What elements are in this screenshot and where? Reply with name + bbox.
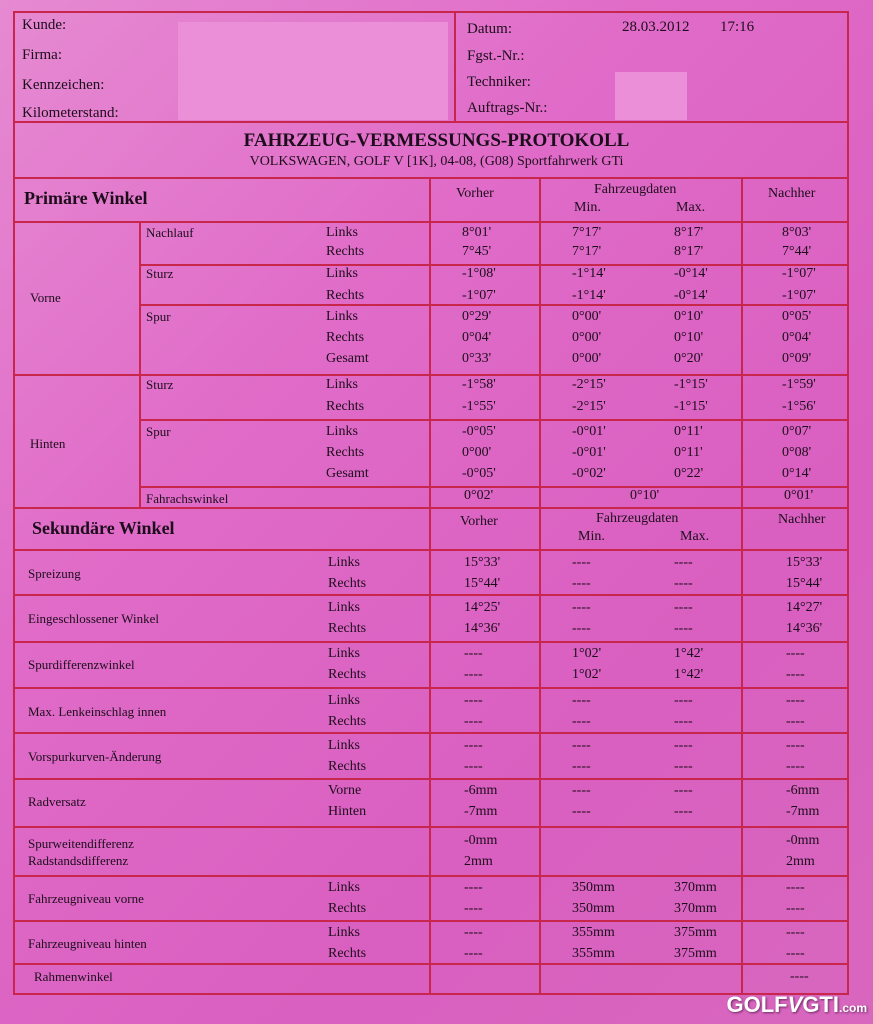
primary-min: -1°14' [572,266,606,281]
col-fahrzeugdaten: Fahrzeugdaten [594,182,677,197]
primary-min: 7°17' [572,225,602,240]
secondary-min-1: ---- [572,738,591,753]
secondary-max-1: ---- [674,555,693,570]
primary-vorher: -1°07' [462,288,496,303]
secondary-nachher-2: ---- [786,759,805,774]
sec-col-max: Max. [680,529,710,544]
primary-nachher: 0°07' [782,424,812,439]
secondary-vorher-2: 15°44' [464,576,501,591]
label-firma: Firma: [22,47,62,63]
primary-side: Links [326,266,358,281]
secondary-min-1: 355mm [572,925,615,940]
secondary-max-1: ---- [674,738,693,753]
primary-group-label: Spur [146,309,171,324]
sec-col-vorher: Vorher [460,514,498,529]
primary-vorher: 8°01' [462,225,492,240]
secondary-side-1: Links [328,738,360,753]
primary-side: Links [326,309,358,324]
primary-nachher: 0°05' [782,309,812,324]
primary-max: 0°22' [674,466,704,481]
primary-vorher: -1°58' [462,377,496,392]
secondary-side-1: Links [328,880,360,895]
secondary-nachher-2: 15°44' [786,576,823,591]
secondary-nachher-1: ---- [786,693,805,708]
secondary-nachher-2: ---- [786,946,805,961]
primary-max: 8°17' [674,244,704,259]
primary-vorher: -1°08' [462,266,496,281]
primary-max: 0°10' [674,309,704,324]
col-nachher: Nachher [768,186,816,201]
primary-max: 0°10' [674,330,704,345]
primary-side: Rechts [326,288,365,303]
secondary-row-label-2: Radstandsdifferenz [28,853,129,868]
primary-max: 0°11' [674,445,703,460]
primary-nachher: 8°03' [782,225,812,240]
watermark-dotcom: .com [838,1001,867,1015]
secondary-vorher-1: ---- [464,738,483,753]
page-subtitle: VOLKSWAGEN, GOLF V [1K], 04-08, (G08) Sportfahrwerk GTi [249,154,624,169]
secondary-vorher-1: ---- [464,880,483,895]
primary-group-label: Sturz [146,377,174,392]
secondary-side-1: Links [328,693,360,708]
primary-side: Rechts [326,445,365,460]
primary-group-label: Sturz [146,266,174,281]
primary-side: Rechts [326,399,365,414]
primary-max: -1°15' [674,399,708,414]
secondary-side-2: Rechts [328,576,367,591]
secondary-min-1: ---- [572,693,591,708]
secondary-nachher-1: 15°33' [786,555,823,570]
secondary-row-label: Vorspurkurven-Änderung [28,749,162,764]
primary-nachher: -1°07' [782,288,816,303]
secondary-min-2: ---- [572,576,591,591]
secondary-max-2: ---- [674,576,693,591]
secondary-vorher-2: -7mm [464,804,498,819]
primary-min: -0°02' [572,466,606,481]
secondary-side-1: Links [328,646,360,661]
sec-col-fahrzeugdaten: Fahrzeugdaten [596,511,679,526]
secondary-nachher-1: ---- [786,738,805,753]
secondary-min-2: 355mm [572,946,615,961]
secondary-row-label: Spurweitendifferenz [28,836,134,851]
secondary-vorher-2: 14°36' [464,621,501,636]
col-min: Min. [574,200,601,215]
label-auftrag: Auftrags-Nr.: [467,100,548,116]
secondary-max-2: ---- [674,759,693,774]
secondary-row-label: Eingeschlossener Winkel [28,611,160,626]
primary-min: 7°17' [572,244,602,259]
secondary-side-1: Vorne [328,783,362,798]
page-title: FAHRZEUG-VERMESSUNGS-PROTOKOLL [243,130,630,151]
secondary-max-1: 370mm [674,880,717,895]
secondary-max-1: ---- [674,783,693,798]
secondary-max-2: ---- [674,621,693,636]
primary-max: -1°15' [674,377,708,392]
col-max: Max. [676,200,706,215]
secondary-vorher-2: 2mm [464,854,493,869]
sec-col-nachher: Nachher [778,512,826,527]
primary-min: -2°15' [572,399,606,414]
watermark-golf: GOLF [726,992,788,1017]
secondary-min-1: ---- [572,555,591,570]
primary-side: Gesamt [326,466,369,481]
label-vorne: Vorne [30,290,61,305]
fahrachs-vorher: 0°02' [464,488,494,503]
primary-heading: Primäre Winkel [24,188,148,208]
secondary-side-2: Hinten [328,804,367,819]
label-kilometerstand: Kilometerstand: [22,105,119,121]
secondary-row-label: Fahrzeugniveau vorne [28,891,144,906]
primary-side: Links [326,225,358,240]
secondary-vorher-2: ---- [464,759,483,774]
primary-max: -0°14' [674,288,708,303]
primary-min: 0°00' [572,330,602,345]
secondary-max-2: 370mm [674,901,717,916]
secondary-side-1: Links [328,925,360,940]
secondary-row-label: Spurdifferenzwinkel [28,657,135,672]
primary-max: 8°17' [674,225,704,240]
fahrachs-target: 0°10' [630,488,660,503]
secondary-min-2: ---- [572,804,591,819]
secondary-max-2: ---- [674,714,693,729]
secondary-vorher-1: ---- [464,693,483,708]
secondary-vorher-2: ---- [464,946,483,961]
secondary-nachher-1: -0mm [786,833,820,848]
secondary-heading: Sekundäre Winkel [32,518,175,538]
primary-min: -0°01' [572,424,606,439]
secondary-max-1: ---- [674,600,693,615]
label-fgst: Fgst.-Nr.: [467,48,525,64]
secondary-min-1: ---- [572,783,591,798]
secondary-max-2: 1°42' [674,667,704,682]
secondary-min-2: ---- [572,714,591,729]
secondary-min-2: 350mm [572,901,615,916]
primary-vorher: 7°45' [462,244,492,259]
secondary-row-label: Spreizung [28,566,81,581]
secondary-vorher-1: ---- [464,646,483,661]
secondary-max-1: 375mm [674,925,717,940]
primary-nachher: 0°08' [782,445,812,460]
secondary-min-1: ---- [572,600,591,615]
secondary-side-1: Links [328,555,360,570]
datum-value: 28.03.2012 [622,19,690,35]
primary-vorher: -1°55' [462,399,496,414]
primary-nachher: -1°56' [782,399,816,414]
secondary-max-1: ---- [674,693,693,708]
primary-nachher: -1°59' [782,377,816,392]
primary-nachher: 0°14' [782,466,812,481]
secondary-nachher-1: ---- [786,925,805,940]
secondary-vorher-1: -6mm [464,783,498,798]
primary-max: -0°14' [674,266,708,281]
primary-group-label: Spur [146,424,171,439]
secondary-side-1: Links [328,600,360,615]
secondary-side-2: Rechts [328,946,367,961]
secondary-nachher-2: -7mm [786,804,820,819]
secondary-vorher-2: ---- [464,667,483,682]
watermark-v: V [787,992,803,1017]
primary-side: Rechts [326,330,365,345]
label-techniker: Techniker: [467,74,531,90]
primary-vorher: 0°29' [462,309,492,324]
label-hinten: Hinten [30,436,66,451]
primary-side: Gesamt [326,351,369,366]
label-kunde: Kunde: [22,17,67,33]
secondary-nachher-2: ---- [786,901,805,916]
secondary-nachher-2: ---- [786,714,805,729]
primary-side: Links [326,377,358,392]
primary-max: 0°11' [674,424,703,439]
secondary-max-2: ---- [674,804,693,819]
secondary-min-2: ---- [572,759,591,774]
col-vorher: Vorher [456,186,494,201]
fahrachs-label: Fahrachswinkel [146,491,229,506]
label-kennzeichen: Kennzeichen: [22,77,105,93]
watermark-gti: GTI [802,992,839,1017]
secondary-vorher-2: ---- [464,714,483,729]
secondary-side-2: Rechts [328,901,367,916]
secondary-vorher-2: ---- [464,901,483,916]
secondary-vorher-1: 14°25' [464,600,501,615]
primary-min: 0°00' [572,351,602,366]
primary-vorher: 0°04' [462,330,492,345]
zeit-value: 17:16 [720,19,755,35]
secondary-nachher-1: 14°27' [786,600,823,615]
secondary-row-label: Fahrzeugniveau hinten [28,936,147,951]
secondary-min-2: 1°02' [572,667,602,682]
golfvgti-watermark [727,992,867,1018]
secondary-side-2: Rechts [328,759,367,774]
secondary-nachher-1: -6mm [786,783,820,798]
label-datum: Datum: [467,21,512,37]
secondary-vorher-1: 15°33' [464,555,501,570]
primary-side: Rechts [326,244,365,259]
secondary-min-1: 350mm [572,880,615,895]
secondary-max-2: 375mm [674,946,717,961]
primary-vorher: 0°33' [462,351,492,366]
secondary-max-1: 1°42' [674,646,704,661]
primary-nachher: 7°44' [782,244,812,259]
primary-vorher: -0°05' [462,424,496,439]
primary-nachher: -1°07' [782,266,816,281]
primary-vorher: 0°00' [462,445,492,460]
primary-min: 0°00' [572,309,602,324]
secondary-row-label: Radversatz [28,794,86,809]
secondary-min-2: ---- [572,621,591,636]
primary-nachher: 0°09' [782,351,812,366]
secondary-min-1: 1°02' [572,646,602,661]
secondary-vorher-1: ---- [464,925,483,940]
secondary-nachher-2: 14°36' [786,621,823,636]
fahrachs-nachher: 0°01' [784,488,814,503]
secondary-side-2: Rechts [328,621,367,636]
primary-nachher: 0°04' [782,330,812,345]
sec-col-min: Min. [578,529,605,544]
primary-vorher: -0°05' [462,466,496,481]
primary-min: -0°01' [572,445,606,460]
primary-group-label: Nachlauf [146,225,194,240]
secondary-nachher-1: ---- [786,880,805,895]
secondary-vorher-1: -0mm [464,833,498,848]
rahmen-label: Rahmenwinkel [34,969,113,984]
primary-max: 0°20' [674,351,704,366]
rahmen-nachher: ---- [790,969,809,984]
primary-min: -2°15' [572,377,606,392]
secondary-side-2: Rechts [328,714,367,729]
primary-min: -1°14' [572,288,606,303]
primary-side: Links [326,424,358,439]
secondary-row-label: Max. Lenkeinschlag innen [28,704,167,719]
secondary-side-2: Rechts [328,667,367,682]
secondary-nachher-1: ---- [786,646,805,661]
secondary-nachher-2: ---- [786,667,805,682]
secondary-nachher-2: 2mm [786,854,815,869]
